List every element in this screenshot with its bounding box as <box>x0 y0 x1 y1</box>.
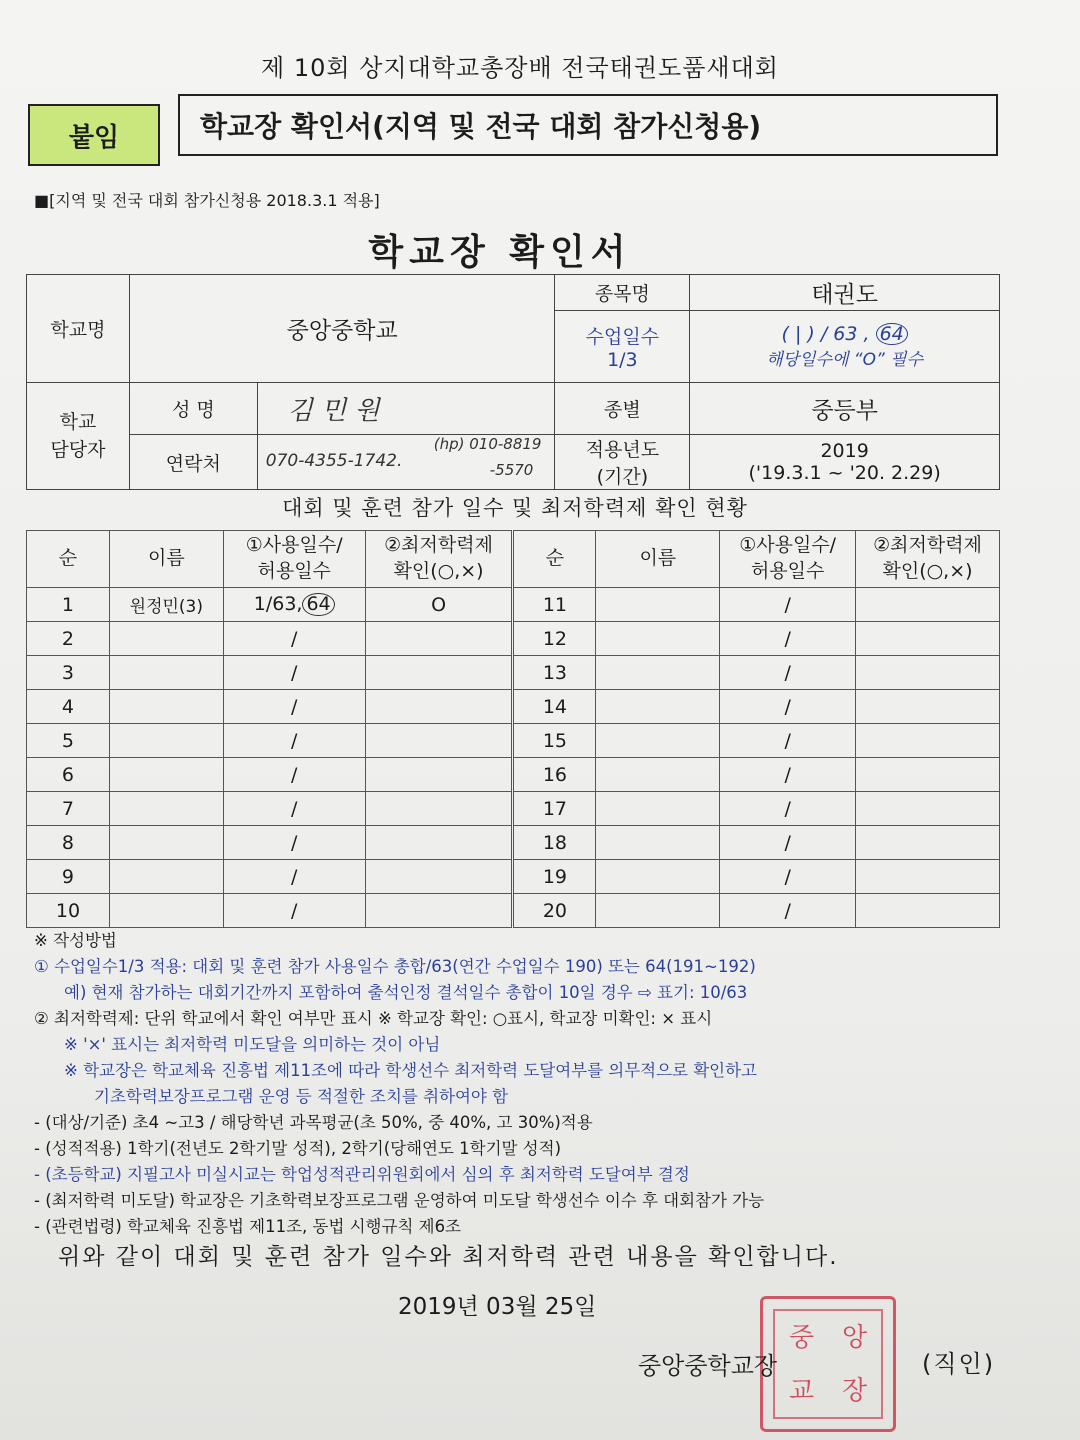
row-name <box>109 622 223 656</box>
col-no-right: 순 <box>513 531 596 588</box>
row-name-right <box>596 894 720 928</box>
manager-label: 학교 담당자 <box>27 383 130 490</box>
days-label: 수업일수 <box>585 326 660 348</box>
row-days: / <box>223 826 365 860</box>
row-name-right <box>596 622 720 656</box>
contact-mobile-2: -5570 <box>489 461 534 479</box>
col-name: 이름 <box>109 531 223 588</box>
row-name <box>109 894 223 928</box>
row-no: 2 <box>27 622 110 656</box>
method-line-11: - (관련법령) 학교체육 진흥법 제11조, 동법 시행규칙 제6조 <box>34 1217 461 1236</box>
attachment-tag: 붙임 <box>28 104 160 166</box>
row-no-right: 14 <box>513 690 596 724</box>
method-line-4: ※ '×' 표시는 최저학력 미도달을 의미하는 것이 아님 <box>64 1035 441 1054</box>
year-value-cell <box>690 435 1000 490</box>
row-check <box>365 724 513 758</box>
row-days-right: / <box>720 724 856 758</box>
method-heading: ※ 작성방법 <box>34 931 117 950</box>
issue-date: 2019년 03월 25일 <box>398 1294 597 1320</box>
division-label: 종별 <box>555 383 690 435</box>
table-row <box>27 894 1000 928</box>
seal-char-4: 장 <box>841 1375 868 1406</box>
table-row <box>27 860 1000 894</box>
row-name-right <box>596 826 720 860</box>
row-check-right <box>856 860 1000 894</box>
year-sub: (기간) <box>596 466 649 488</box>
row-name <box>109 690 223 724</box>
table-row <box>27 758 1000 792</box>
row-days: / <box>223 860 365 894</box>
confirmation-statement: 위와 같이 대회 및 훈련 참가 일수와 최저학력 관련 내용을 확인합니다. <box>58 1244 839 1270</box>
row-no-right: 12 <box>513 622 596 656</box>
seal-char-2: 앙 <box>841 1322 868 1353</box>
event-title: 제 10회 상지대학교총장배 전국태권도품새대회 <box>261 54 779 82</box>
row-days: / <box>223 894 365 928</box>
row-no-right: 18 <box>513 826 596 860</box>
row-name <box>109 792 223 826</box>
row-name-right <box>596 724 720 758</box>
row-days-right: / <box>720 860 856 894</box>
row-check-right <box>856 588 1000 622</box>
table-row <box>27 690 1000 724</box>
row-days-right: / <box>720 894 856 928</box>
row-no: 10 <box>27 894 110 928</box>
row-name <box>109 826 223 860</box>
row-name <box>109 860 223 894</box>
row-no: 9 <box>27 860 110 894</box>
method-line-9: - (초등학교) 지필고사 미실시교는 학업성적관리위원회에서 심의 후 최저학력 도달여부 결정 <box>34 1165 690 1184</box>
row-no-right: 19 <box>513 860 596 894</box>
row-days-right: / <box>720 826 856 860</box>
method-line-5: ※ 학교장은 학교체육 진흥법 제11조에 따라 학생선수 최저학력 도달여부를 의무적으로 확인하고 <box>64 1061 757 1080</box>
form-title: 학교장 확인서(지역 및 전국 대회 참가신청용) <box>178 94 998 156</box>
event-value: 태권도 <box>690 275 1000 311</box>
event-label: 종목명 <box>555 275 690 311</box>
row-days-right: / <box>720 690 856 724</box>
applicability-note: ■[지역 및 전국 대회 참가신청용 2018.3.1 적용] <box>34 191 380 210</box>
row-no: 3 <box>27 656 110 690</box>
row-name-right <box>596 860 720 894</box>
row-check <box>365 622 513 656</box>
row-no-right: 13 <box>513 656 596 690</box>
row-no-right: 11 <box>513 588 596 622</box>
row-check-right <box>856 690 1000 724</box>
seal-char-3: 교 <box>788 1375 815 1406</box>
row-name-right <box>596 588 720 622</box>
row-name-right <box>596 792 720 826</box>
method-line-6: 기초학력보장프로그램 운영 등 적절한 조치를 취하여야 함 <box>94 1087 509 1106</box>
row-name <box>109 758 223 792</box>
row-no-right: 16 <box>513 758 596 792</box>
row-days-value: 1/63, <box>253 593 303 616</box>
method-line-1: ① 수업일수1/3 적용: 대회 및 훈련 참가 사용일수 총합/63(연간 수업일수 190) 또는 64(191~192) <box>34 957 756 976</box>
row-no-right: 15 <box>513 724 596 758</box>
row-check: O <box>365 588 513 622</box>
row-days: / <box>223 792 365 826</box>
row-check <box>365 690 513 724</box>
name-value: 김 민 원 <box>257 383 555 435</box>
row-name-right <box>596 690 720 724</box>
col-name-right: 이름 <box>596 531 720 588</box>
method-line-3: ② 최저학력제: 단위 학교에서 확인 여부만 표시 ※ 학교장 확인: ○표시, 학교장 미확인: × 표시 <box>34 1009 713 1028</box>
table-row <box>27 656 1000 690</box>
principal-name: 중앙중학교장 <box>638 1352 778 1380</box>
row-no-right: 17 <box>513 792 596 826</box>
row-no: 6 <box>27 758 110 792</box>
days-label-cell <box>555 311 690 383</box>
row-days-right: / <box>720 758 856 792</box>
seal-inner <box>773 1309 883 1419</box>
col-check: ②최저학력제 확인(○,×) <box>365 531 513 588</box>
year-label: 적용년도 <box>585 439 660 461</box>
row-no: 5 <box>27 724 110 758</box>
method-line-8: - (성적적용) 1학기(전년도 2학기말 성적), 2학기(당해연도 1학기말 성적) <box>34 1139 562 1158</box>
contact-value: 070-4355-1742. <box>265 451 403 471</box>
row-no: 8 <box>27 826 110 860</box>
seal-char-1: 중 <box>788 1322 815 1353</box>
participation-table <box>26 530 1000 928</box>
year-label-cell <box>555 435 690 490</box>
row-check-right <box>856 792 1000 826</box>
col-check-right: ②최저학력제 확인(○,×) <box>856 531 1000 588</box>
row-days: / <box>223 656 365 690</box>
row-no: 1 <box>27 588 110 622</box>
name-label: 성 명 <box>129 383 257 435</box>
row-check-right <box>856 724 1000 758</box>
section-title: 대회 및 훈련 참가 일수 및 최저학력제 확인 현황 <box>282 496 748 520</box>
col-days: ①사용일수/ 허용일수 <box>223 531 365 588</box>
row-days: / <box>223 724 365 758</box>
row-name <box>109 724 223 758</box>
row-no-right: 20 <box>513 894 596 928</box>
row-days: / <box>223 758 365 792</box>
table-row <box>27 588 1000 622</box>
row-name-right <box>596 656 720 690</box>
table-row <box>27 792 1000 826</box>
row-no: 4 <box>27 690 110 724</box>
contact-label: 연락처 <box>129 435 257 490</box>
row-days: / <box>223 622 365 656</box>
days-circled: 64 <box>876 323 908 346</box>
row-check <box>365 894 513 928</box>
days-fraction: 1/3 <box>607 349 638 371</box>
row-days <box>223 588 365 622</box>
writing-method <box>34 928 1034 1240</box>
official-seal-stamp <box>760 1296 896 1432</box>
method-line-2: 예) 현재 참가하는 대회기간까지 포함하여 출석인정 결석일수 총합이 10일 경우 ⇨ 표기: 10/63 <box>64 983 748 1002</box>
days-value-cell <box>690 311 1000 383</box>
table-row <box>27 622 1000 656</box>
table-row <box>27 724 1000 758</box>
row-days-right: / <box>720 792 856 826</box>
table-header-row <box>27 531 1000 588</box>
year-period: ('19.3.1 ~ '20. 2.29) <box>748 462 941 484</box>
col-no: 순 <box>27 531 110 588</box>
contact-cell <box>257 435 555 490</box>
row-check-right <box>856 826 1000 860</box>
row-check <box>365 792 513 826</box>
row-days-right: / <box>720 622 856 656</box>
row-check <box>365 758 513 792</box>
school-label: 학교명 <box>27 275 130 383</box>
info-table <box>26 274 1000 490</box>
division-value: 중등부 <box>690 383 1000 435</box>
row-days: / <box>223 690 365 724</box>
days-value: ( | ) / 63 , <box>781 322 870 345</box>
table-row <box>27 826 1000 860</box>
col-days-right: ①사용일수/ 허용일수 <box>720 531 856 588</box>
row-days-circled: 64 <box>302 593 334 616</box>
row-check <box>365 826 513 860</box>
row-check <box>365 860 513 894</box>
row-days-right: / <box>720 656 856 690</box>
row-check-right <box>856 622 1000 656</box>
main-title: 학교장 확인서 <box>368 232 632 273</box>
row-days-right: / <box>720 588 856 622</box>
row-name: 원정민(3) <box>109 588 223 622</box>
row-name-right <box>596 758 720 792</box>
year-value: 2019 <box>820 440 869 462</box>
row-no: 7 <box>27 792 110 826</box>
row-name <box>109 656 223 690</box>
school-name: 중앙중학교 <box>129 275 555 383</box>
contact-mobile: (hp) 010-8819 <box>433 435 542 453</box>
seal-label: (직인) <box>922 1350 996 1378</box>
row-check <box>365 656 513 690</box>
method-line-7: - (대상/기준) 초4 ~고3 / 해당학년 과목평균(초 50%, 중 40%, 고 30%)적용 <box>34 1113 593 1132</box>
row-check-right <box>856 758 1000 792</box>
days-note: 해당일수에 “O” 필수 <box>766 350 924 371</box>
method-line-10: - (최저학력 미도달) 학교장은 기초학력보장프로그램 운영하여 미도달 학생선수 이수 후 대회참가 가능 <box>34 1191 765 1210</box>
row-check-right <box>856 656 1000 690</box>
row-check-right <box>856 894 1000 928</box>
